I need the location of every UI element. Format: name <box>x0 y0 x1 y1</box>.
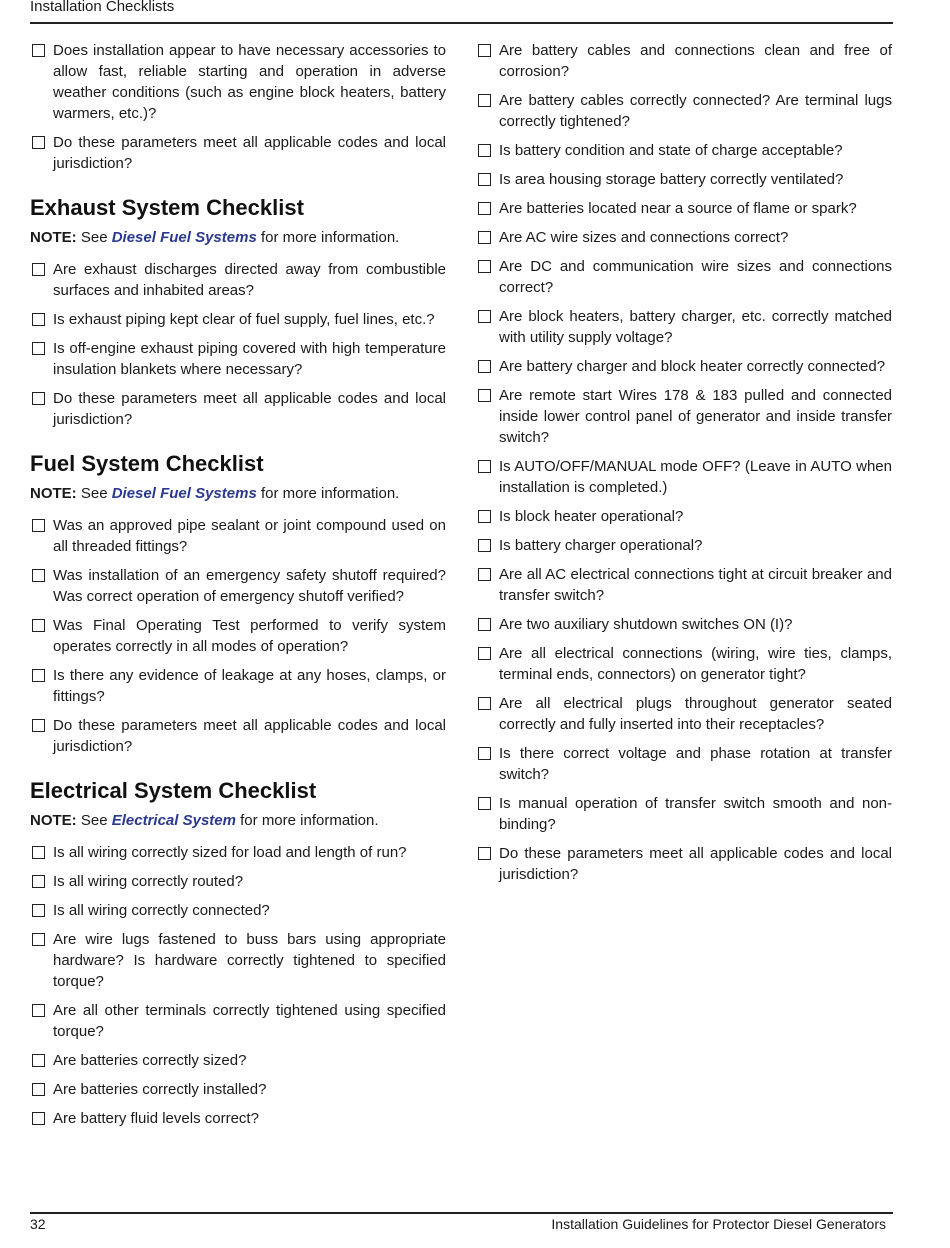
item-text: Is there correct voltage and phase rotation at transfer switch? <box>499 745 892 783</box>
checklist-item <box>476 198 892 219</box>
checkbox-icon[interactable] <box>32 569 45 582</box>
item-text: Are all electrical connections (wiring, wire ties, clamps, terminal ends, connectors) on generator tight? <box>499 645 892 683</box>
right-column <box>476 40 892 893</box>
checklist-item <box>30 565 446 607</box>
note-label: NOTE: <box>30 812 77 829</box>
checklist-item <box>476 456 892 498</box>
checkbox-icon[interactable] <box>32 313 45 326</box>
item-text: Do these parameters meet all applicable codes and local jurisdiction? <box>499 845 892 883</box>
item-text: Do these parameters meet all applicable codes and local jurisdiction? <box>53 390 446 428</box>
checkbox-icon[interactable] <box>32 846 45 859</box>
item-text: Are battery charger and block heater correctly connected? <box>499 358 886 375</box>
checklist-item <box>476 564 892 606</box>
item-text: Are battery fluid levels correct? <box>53 1110 259 1127</box>
checklist-item <box>476 40 892 82</box>
checkbox-icon[interactable] <box>478 310 491 323</box>
header-rule <box>30 22 893 24</box>
item-text: Was an approved pipe sealant or joint compound used on all threaded fittings? <box>53 517 446 555</box>
checkbox-icon[interactable] <box>478 144 491 157</box>
checkbox-icon[interactable] <box>478 44 491 57</box>
checklist-item <box>30 309 446 330</box>
checkbox-icon[interactable] <box>32 519 45 532</box>
checklist-item <box>30 1050 446 1071</box>
checkbox-icon[interactable] <box>478 231 491 244</box>
note-see: See <box>80 812 108 829</box>
item-text: Is AUTO/OFF/MANUAL mode OFF? (Leave in AUTO when installation is completed.) <box>499 458 892 496</box>
checklist-item <box>476 693 892 735</box>
checkbox-icon[interactable] <box>32 263 45 276</box>
checkbox-icon[interactable] <box>32 719 45 732</box>
item-text: Are DC and communication wire sizes and connections correct? <box>499 258 892 296</box>
checkbox-icon[interactable] <box>478 697 491 710</box>
checkbox-icon[interactable] <box>478 647 491 660</box>
checklist-item <box>30 929 446 992</box>
note-link[interactable]: Diesel Fuel Systems <box>111 485 257 502</box>
checklist-item <box>476 90 892 132</box>
checklist-item <box>30 259 446 301</box>
checkbox-icon[interactable] <box>478 747 491 760</box>
electrical-section <box>30 778 446 1129</box>
item-text: Are block heaters, battery charger, etc. correctly matched with utility supply voltage? <box>499 308 892 346</box>
section-heading: Fuel System Checklist <box>30 451 264 476</box>
item-text: Does installation appear to have necessary accessories to allow fast, reliable starting and operation in adverse weather conditions (such as engine block heaters, battery warmers, etc.)? <box>53 42 446 122</box>
checkbox-icon[interactable] <box>478 510 491 523</box>
checklist-item <box>30 1108 446 1129</box>
checkbox-icon[interactable] <box>478 389 491 402</box>
note-see: See <box>80 485 108 502</box>
note-link[interactable]: Diesel Fuel Systems <box>111 229 257 246</box>
checkbox-icon[interactable] <box>32 1004 45 1017</box>
note-suffix: for more information. <box>260 229 400 246</box>
checklist-item <box>476 643 892 685</box>
left-column <box>30 40 446 1137</box>
checklist-item <box>476 614 892 635</box>
item-text: Are two auxiliary shutdown switches ON (I)? <box>499 616 793 633</box>
item-text: Is exhaust piping kept clear of fuel supply, fuel lines, etc.? <box>53 311 435 328</box>
item-text: Are AC wire sizes and connections correct? <box>499 229 789 246</box>
checkbox-icon[interactable] <box>32 933 45 946</box>
checkbox-icon[interactable] <box>478 260 491 273</box>
note-label: NOTE: <box>30 229 77 246</box>
checkbox-icon[interactable] <box>478 94 491 107</box>
checklist-item <box>476 140 892 161</box>
item-text: Is all wiring correctly sized for load and length of run? <box>53 844 407 861</box>
item-text: Are batteries located near a source of flame or spark? <box>499 200 857 217</box>
item-text: Are exhaust discharges directed away from combustible surfaces and inhabited areas? <box>53 261 446 299</box>
item-text: Was Final Operating Test performed to verify system operates correctly in all modes of operation? <box>53 617 446 655</box>
checklist-item <box>30 665 446 707</box>
checkbox-icon[interactable] <box>32 1083 45 1096</box>
checklist-item <box>476 256 892 298</box>
checklist-item <box>30 715 446 757</box>
item-text: Are wire lugs fastened to buss bars using appropriate hardware? Is hardware correctly tightened to specified torque? <box>53 931 446 990</box>
item-text: Do these parameters meet all applicable codes and local jurisdiction? <box>53 134 446 172</box>
item-text: Are all other terminals correctly tightened using specified torque? <box>53 1002 446 1040</box>
page-number: 32 <box>30 1216 46 1232</box>
item-text: Is battery charger operational? <box>499 537 703 554</box>
item-text: Are all electrical plugs throughout generator seated correctly and fully inserted into their receptacles? <box>499 695 892 733</box>
checkbox-icon[interactable] <box>478 847 491 860</box>
section-heading: Exhaust System Checklist <box>30 195 304 220</box>
note <box>30 484 446 504</box>
checkbox-icon[interactable] <box>478 360 491 373</box>
note-see: See <box>80 229 108 246</box>
checklist-item <box>476 535 892 556</box>
note <box>30 228 446 248</box>
intro-checklist <box>30 40 446 174</box>
item-text: Are batteries correctly installed? <box>53 1081 267 1098</box>
checkbox-icon[interactable] <box>32 669 45 682</box>
note-suffix: for more information. <box>240 812 379 829</box>
checkbox-icon[interactable] <box>32 392 45 405</box>
checklist-item <box>476 506 892 527</box>
checkbox-icon[interactable] <box>32 1054 45 1067</box>
header-title: Installation Checklists <box>30 0 175 15</box>
checklist-item <box>30 40 446 124</box>
item-text: Are batteries correctly sized? <box>53 1052 247 1069</box>
checklist-item <box>476 843 892 885</box>
footer-rule <box>30 1212 893 1214</box>
checkbox-icon[interactable] <box>32 904 45 917</box>
checkbox-icon[interactable] <box>32 342 45 355</box>
checklist-item <box>30 871 446 892</box>
checkbox-icon[interactable] <box>32 875 45 888</box>
document-title: Installation Guidelines for Protector Diesel Generators <box>551 1216 886 1232</box>
item-text: Is there any evidence of leakage at any hoses, clamps, or fittings? <box>53 667 446 705</box>
checkbox-icon[interactable] <box>32 44 45 57</box>
checkbox-icon[interactable] <box>478 202 491 215</box>
checklist-item <box>30 388 446 430</box>
item-text: Are remote start Wires 178 & 183 pulled and connected inside lower control panel of generator and inside transfer switch? <box>499 387 892 446</box>
note <box>30 811 446 831</box>
checkbox-icon[interactable] <box>32 136 45 149</box>
checklist-item <box>30 515 446 557</box>
checkbox-icon[interactable] <box>32 619 45 632</box>
item-text: Are battery cables correctly connected? Are terminal lugs correctly tightened? <box>499 92 892 130</box>
fuel-section <box>30 451 446 757</box>
checkbox-icon[interactable] <box>478 618 491 631</box>
checklist-item <box>476 306 892 348</box>
section-heading: Electrical System Checklist <box>30 778 317 803</box>
checklist-item <box>476 227 892 248</box>
item-text: Are all AC electrical connections tight at circuit breaker and transfer switch? <box>499 566 892 604</box>
checklist-item <box>30 1079 446 1100</box>
item-text: Is all wiring correctly connected? <box>53 902 270 919</box>
checklist-item <box>476 169 892 190</box>
checklist-item <box>476 743 892 785</box>
checkbox-icon[interactable] <box>478 797 491 810</box>
note-suffix: for more information. <box>260 485 400 502</box>
item-text: Is battery condition and state of charge acceptable? <box>499 142 843 159</box>
checklist-item <box>30 132 446 174</box>
item-text: Is manual operation of transfer switch smooth and non-binding? <box>499 795 892 833</box>
checklist-item <box>476 356 892 377</box>
checklist-item <box>476 385 892 448</box>
item-text: Was installation of an emergency safety shutoff required? Was correct operation of emergency shutoff verified? <box>53 567 446 605</box>
checklist-item <box>30 900 446 921</box>
checkbox-icon[interactable] <box>478 539 491 552</box>
checklist-item <box>30 615 446 657</box>
exhaust-section <box>30 195 446 430</box>
item-text: Is block heater operational? <box>499 508 684 525</box>
checklist-item <box>30 842 446 863</box>
note-label: NOTE: <box>30 485 77 502</box>
checklist-item <box>30 1000 446 1042</box>
checklist-item <box>476 793 892 835</box>
checkbox-icon[interactable] <box>32 1112 45 1125</box>
item-text: Is off-engine exhaust piping covered with high temperature insulation blankets where necessary? <box>53 340 446 378</box>
note-link[interactable]: Electrical System <box>111 812 236 829</box>
item-text: Do these parameters meet all applicable codes and local jurisdiction? <box>53 717 446 755</box>
checkbox-icon[interactable] <box>478 460 491 473</box>
item-text: Are battery cables and connections clean and free of corrosion? <box>499 42 892 80</box>
checkbox-icon[interactable] <box>478 173 491 186</box>
checklist-item <box>30 338 446 380</box>
item-text: Is area housing storage battery correctly ventilated? <box>499 171 844 188</box>
item-text: Is all wiring correctly routed? <box>53 873 244 890</box>
checkbox-icon[interactable] <box>478 568 491 581</box>
